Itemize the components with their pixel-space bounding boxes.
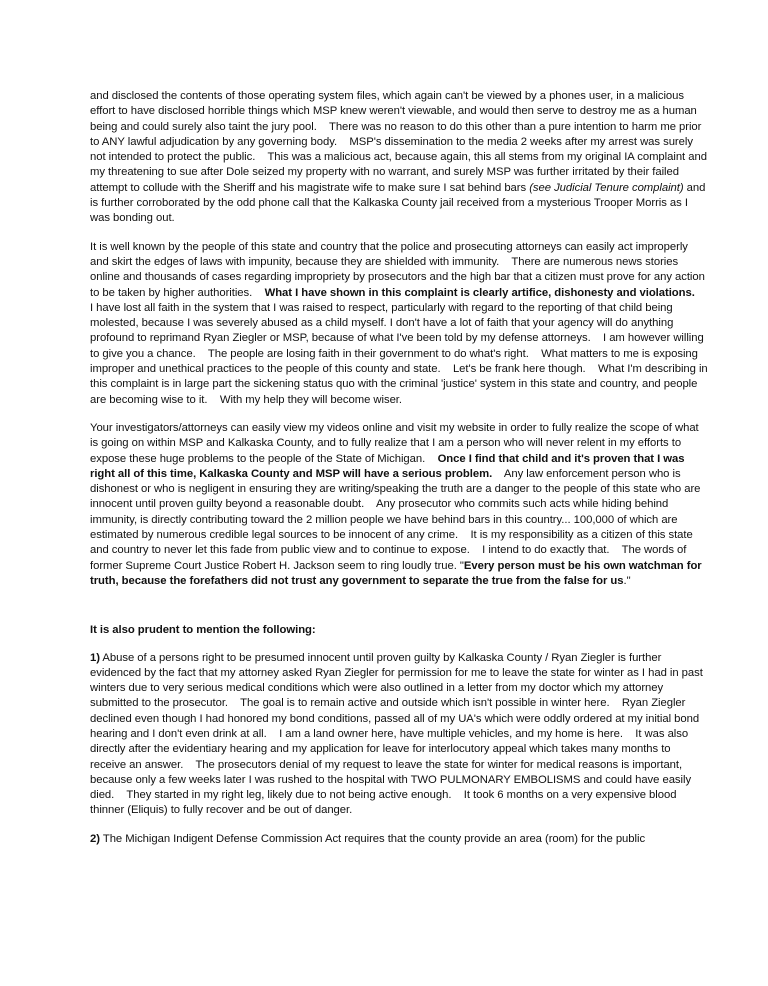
paragraph-msp-dissemination	[90, 89, 711, 227]
paragraph-text: ."	[623, 574, 631, 587]
bold-statement: What I have shown in this complaint is clearly artifice, dishonesty and violations.	[264, 286, 695, 299]
paragraph-text: I have lost all faith in the system that I was raised to respect, particularly with regard to the reporting of that child being molested, because I was severely abused as a child myself. I don't have a lot of faith that your agency will do anything profound to reprimand Ryan Ziegler or MSP, because of what I've been told by my defense attorneys. I am however willing to give you a chance. The people are losing faith in their government to do what's right. What matters to me is exposing improper and unethical practices to the people of this county and state. Let's be frank here though. What I'm describing in this complaint is in large part the sickening status quo with the criminal 'justice' system in this state and country, and people are becoming wise to it. With my help they will become wiser.	[90, 286, 711, 406]
section-heading-text: It is also prudent to mention the following:	[90, 624, 316, 637]
list-item-2	[90, 832, 708, 847]
section-heading	[90, 623, 708, 638]
list-item-number: 1)	[90, 651, 100, 664]
paragraph-investigators	[90, 421, 708, 589]
paragraph-text: It is well known by the people of this state and country that the police and prosecuting attorneys can easily act improperly and skirt the edges of laws with impunity, because they are shielded with immunity. There are numerous news stories online and thousands of cases regarding impropriety by prosecutors and the high bar that a citizen must prove for any action to be taken by higher authorities.	[90, 240, 708, 299]
paragraph-immunity	[90, 240, 711, 408]
list-item-text: The Michigan Indigent Defense Commission Act requires that the county provide an area (room) for the public	[99, 832, 646, 845]
paragraph-text: and disclosed the contents of those operating system files, which again can't be viewed by a phones user, in a malicious effort to have disclosed horrible things which MSP knew weren't viewable, and would then serve to destroy me as a human being and could surely also taint the jury pool. There was no reason to do this other than a pure intention to harm me prior to ANY lawful adjudication by any governing body. MSP's dissemination to the media 2 weeks after my arrest was surely not intended to protect the public. This was a malicious act, because again, this all stems from my original IA complaint and my threatening to sue after Dole seized my property with no warrant, and surely MSP was further irritated by their failed attempt to collude with the Sheriff and his magistrate wife to make sure I sat behind bars	[90, 90, 711, 194]
paragraph-text: and is further corroborated by the odd phone call that the Kalkaska County jail received from a mysterious Trooper Morris as I was bonding out.	[90, 181, 709, 225]
paragraph-text: Your investigators/attorneys can easily view my videos online and visit my website in order to fully realize the scope of what is going on within MSP and Kalkaska County, and to fully realize that I am a person who will never relent in my efforts to expose these huge problems to the people of the State of Michigan.	[90, 421, 702, 465]
bold-quote: Every person must be his own watchman for truth, because the forefathers did not trust any government to separate the true from the false for us	[90, 559, 705, 587]
list-item-1	[90, 651, 708, 819]
italic-reference: (see Judicial Tenure complaint)	[529, 181, 684, 194]
paragraph-text: Any law enforcement person who is dishonest or who is negligent in ensuring they are writing/speaking the truth are a danger to the people of this state who are innocent until proven guilty beyond a reasonable doubt. Any prosecutor who commits such acts while hiding behind immunity, is directly contributing toward the 2 million people we have behind bars in this country... 100,000 of which are estimated by numerous credible legal sources to be innocent of any crime. It is my responsibility as a citizen of this state and country to never let this fade from public view and to continue to expose. I intend to do exactly that. The words of former Supreme Court Justice Robert H. Jackson seem to ring loudly true. "	[90, 467, 704, 572]
list-item-text: Abuse of a persons right to be presumed innocent until proven guilty by Kalkaska County / Ryan Ziegler is further evidenced by the fact that my attorney asked Ryan Ziegler for permission for me to leave the state for winter as I had in past winters due to very serious medical conditions which were also outlined in a letter from my doctor which my attorney submitted to the prosecutor. The goal is to remain active and outside which isn't possible in winter here. Ryan Ziegler declined even though I had honored my bond conditions, passed all of my UA's which were oddly ordered at my initial bond hearing and I don't even drink at all. I am a land owner here, have multiple vehicles, and my home is here. It was also directly after the evidentiary hearing and my application for leave for interlocutory appeal which takes many months to receive an answer. The prosecutors denial of my request to leave the state for winter for medical reasons is important, because only a few weeks later I was rushed to the hospital with TWO PULMONARY EMBOLISMS and could have easily died. They started in my right leg, likely due to not being active enough. It took 6 months on a very expensive blood thinner (Eliquis) to fully recover and be out of danger.	[90, 651, 706, 817]
bold-statement: Once I find that child and it's proven that I was right all of this time, Kalkaska County and MSP will have a serious problem.	[90, 452, 688, 480]
list-item-number: 2)	[90, 832, 100, 845]
